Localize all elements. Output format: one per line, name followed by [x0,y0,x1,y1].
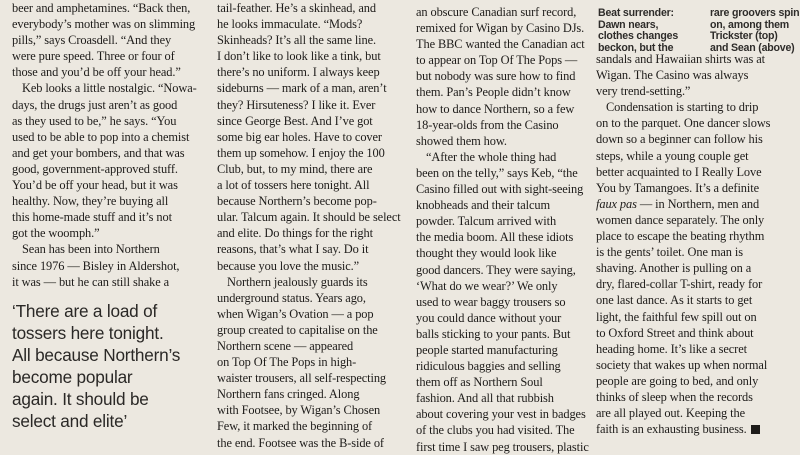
text-line: there’s no uniform. I always keep [217,65,380,80]
text-line: balls sticking to your pants. But [416,326,571,341]
text-line: to appear on Top Of The Pops — [416,53,578,68]
text-line: everybody’s mother was on slimming [12,17,196,32]
text-line: Northern jealously guards its [227,274,368,289]
text-line: on to the parquet. One dancer slows [596,116,771,131]
text-line: you could dance without your [416,310,562,325]
text-line: tail-feather. He’s a skinhead, and [217,1,376,15]
text-line: pills,” says Croasdell. “And they [12,33,172,48]
text-line: powder. Talcum arrived with [416,214,557,229]
text-line: them off as Northern Soul [416,375,543,390]
text-line: women dance separately. The only [596,212,765,227]
text-line: “After the whole thing had [426,149,557,164]
caption-line: clothes changes [598,30,679,43]
text-line: You by Tamangoes. It’s a definite [596,180,759,195]
text-line: and elite. Do things for the right [217,226,373,241]
pull-quote-line: select and elite’ [12,411,128,431]
text-line: Few, it marked the beginning of [217,419,373,434]
article-column-3 [416,4,608,455]
text-line: Condensation is starting to drip [606,100,759,115]
text-line: Keb looks a little nostalgic. “Nowa- [22,81,197,96]
text-line: an obscure Canadian surf record, [416,5,577,19]
text-line: this home-made stuff and it’s not [12,210,172,225]
text-line: how to dance Northern, so a few [416,101,575,116]
caption-line: rare groovers spin [710,7,800,19]
text-line: used to be able to pop into a chemist [12,129,190,144]
text-line: the end. Footsee was the B-side of [217,435,384,450]
text-line: of the clubs you had visited. The [416,423,575,438]
text-line: You’d be off your head, but it was [12,178,178,193]
text-line: heading home. It’s like a secret [596,341,747,356]
text-line: Wigan. The Casino was always [596,68,749,83]
text-line: light, the faithful few spill out on [596,309,757,324]
text-line [596,421,800,437]
text-line: The BBC wanted the Canadian act [416,37,585,52]
article-column-2 [217,0,409,451]
text-line: with Footsee, by Wigan’s Chosen [217,403,381,418]
text-line: as they used to be,” he says. “You [12,113,177,128]
text-line: Sean has been into Northern [22,242,160,257]
text-line: ular. Talcum again. It should be select [217,210,401,225]
text-line: but nobody was sure how to find [416,69,576,84]
caption-line: Trickster (top) [710,30,778,43]
text-line: were pure speed. Three or four of [12,49,175,64]
text-line: is the gents’ toilet. One man is [596,245,743,260]
text-line: beer and amphetamines. “Back then, [12,1,191,15]
text-line: underground status. Years ago, [217,290,366,305]
text-line: down so a beginner can follow his [596,132,763,147]
text-line: been on the telly,” says Keb, “the [416,165,578,180]
text-line: the media boom. All these idiots [416,230,574,245]
text-line: I don’t like to look like a tink, but [217,49,381,64]
text-line: Casino filled out with sight-seeing [416,182,584,197]
caption-line: Beat surrender: [598,7,674,19]
pull-quote [12,300,212,432]
caption-line: on, among them [710,18,790,31]
pull-quote-line: All because Northern’s [12,345,181,365]
text-line: are all played out. Keeping the [596,406,745,421]
text-line: place to escape the beating rhythm [596,229,765,244]
text-line: ‘What do we wear?’ We only [416,278,558,293]
text-line: a lot of tossers here tonight. All [217,178,370,193]
photo-caption-left [598,8,698,54]
last-line-text: faith is an exhausting business. [596,422,747,437]
text-line: reasons, that’s what I say. Do it [217,242,369,257]
text-line: very trend-setting.” [596,84,691,99]
text-line: on Top Of The Pops in high- [217,355,357,370]
text-line: healthy. Now, they’re buying all [12,194,169,209]
photo-caption-right [710,8,800,54]
text-line: since 1976 — Bisley in Aldershot, [12,258,180,273]
text-line: it was — but he can still shake a [12,274,170,289]
text-line: and get your bombers, and that was [12,145,185,160]
text-line: fashion. And all that rubbish [416,391,554,406]
text-line: Northern scene — appeared [217,338,354,353]
text-line: those and you’d be off your head.” [12,65,181,80]
text-line: good, government-approved stuff. [12,161,178,176]
text-line: 18-year-olds from the Casino [416,117,559,132]
text-line: waister trousers, all self-respecting [217,371,387,386]
text-line: society that wakes up when normal [596,357,768,372]
text-line: showed them how. [416,133,507,148]
pull-quote-line: ‘There are a load of [12,301,158,321]
text-line: since George Best. And I’ve got [217,113,373,128]
text-line: remixed for Wigan by Casino DJs. [416,21,585,36]
text-line: group created to capitalise on the [217,322,378,337]
caption-line: beckon, but the [598,41,674,54]
text-line: faux pas — in Northern, men and [596,196,760,211]
text-line: thought they would look like [416,246,557,261]
text-line: better acquainted to I Really Love [596,164,762,179]
text-line: about covering your vest in badges [416,407,586,422]
text-line: ridiculous baggies and selling [416,359,561,374]
text-line: them. Pan’s People didn’t know [416,85,571,100]
text-line: used to wear baggy trousers so [416,294,566,309]
text-line: steps, while a young couple get [596,148,749,163]
text-line: some big ear holes. Have to cover [217,129,382,144]
text-line: he looks immaculate. “Mods? [217,17,363,32]
text-line: sideburns — mark of a man, aren’t [217,81,387,96]
text-line: thinks of sleep when the records [596,389,753,404]
text-line: people started manufacturing [416,342,558,357]
end-of-article-square-icon [751,425,760,434]
text-line: shaving. Another is pulling on a [596,261,752,276]
article-column-4 [596,51,800,437]
text-line: to Oxford Street and think about [596,325,754,340]
pull-quote-line: tossers here tonight. [12,323,164,343]
pull-quote-line: again. It should be [12,389,149,409]
text-line: people are going to bed, and only [596,373,759,388]
text-line: good dancers. They were saying, [416,262,576,277]
pull-quote-line: become popular [12,367,133,387]
text-line: when Wigan’s Ovation — a pop [217,306,374,321]
text-line: Northern fans cringed. Along [217,387,360,402]
text-line: them up somehow. I enjoy the 100 [217,145,385,160]
text-line: Skinheads? It’s all the same line. [217,33,377,48]
text-line: days, the drugs just aren’t as good [12,97,178,112]
article-column-1 [12,0,212,290]
italic-phrase: faux pas [596,196,637,211]
text-line: because Northern’s become pop- [217,194,377,209]
text-line: because you love the music.” [217,258,360,273]
text-line: first time I saw peg trousers, plastic [416,439,589,454]
text-line: dry, flared-collar T-shirt, ready for [596,277,763,292]
text-line: one last dance. As it starts to get [596,293,753,308]
caption-line: Dawn nears, [598,18,659,31]
text-line: Club, but, to my mind, there are [217,161,373,176]
text-line: they? Hirsuteness? I like it. Ever [217,97,376,112]
text-line: knobheads and their talcum [416,198,550,213]
text-line: got the woomph.” [12,226,100,241]
caption-line: and Sean (above) [710,41,795,54]
text-line: sandals and Hawaiian shirts was at [596,52,765,66]
